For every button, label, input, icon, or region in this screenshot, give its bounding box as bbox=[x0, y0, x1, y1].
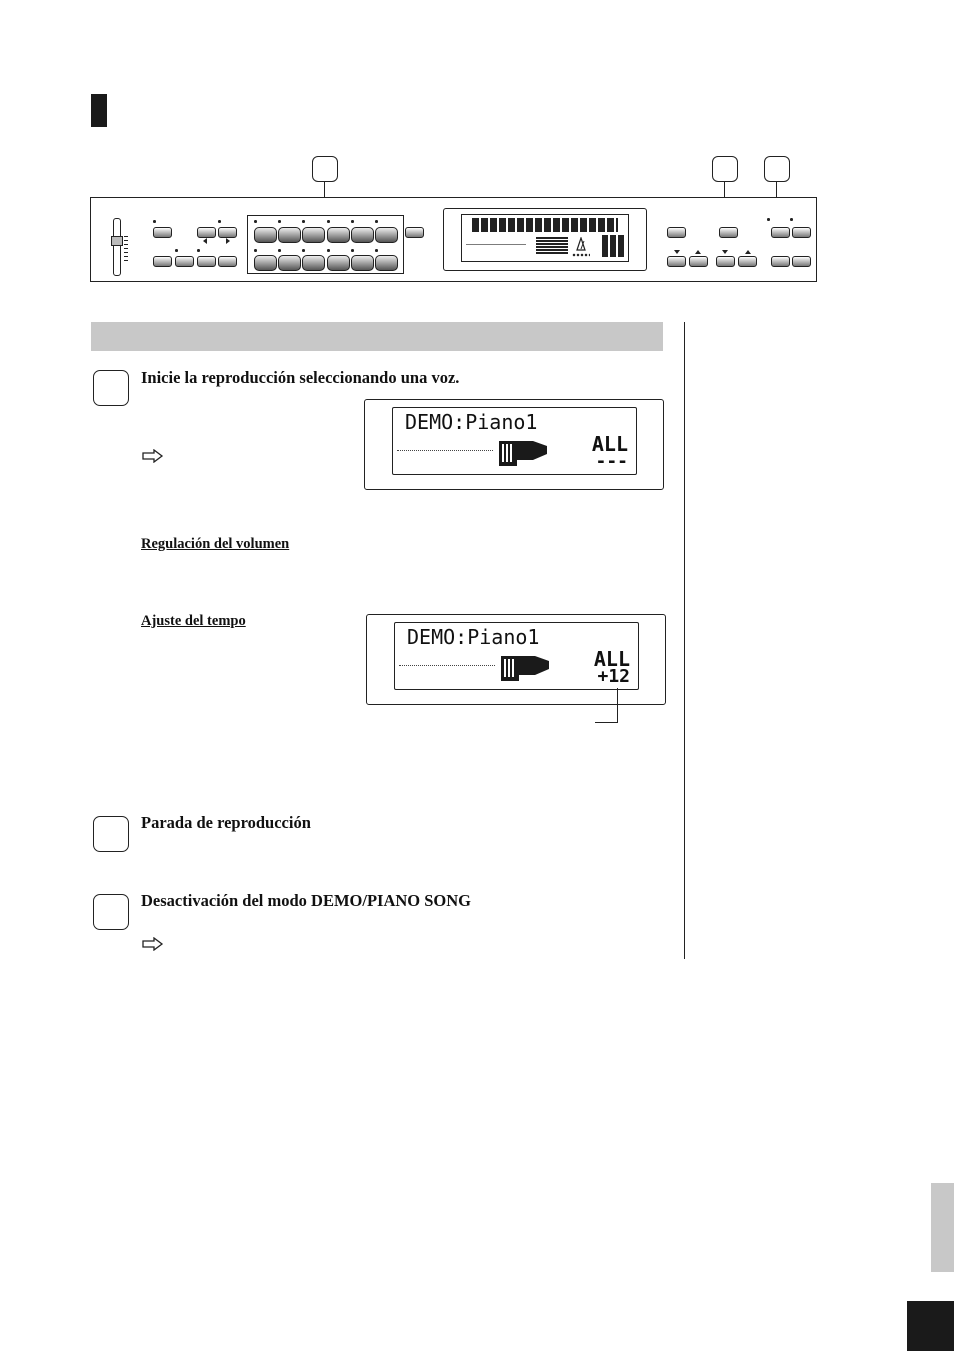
arrow-outline-right-icon bbox=[142, 449, 164, 468]
panel-button bbox=[716, 256, 735, 267]
column-divider bbox=[684, 322, 685, 959]
panel-lcd bbox=[443, 208, 647, 271]
lcd-line1: DEMO:Piano1 bbox=[407, 625, 540, 649]
heading-marker bbox=[91, 94, 107, 127]
control-panel-diagram bbox=[90, 197, 817, 282]
lcd-segment-row bbox=[472, 218, 618, 232]
lcd-indicators bbox=[466, 236, 526, 245]
panel-button bbox=[689, 256, 708, 267]
volume-subheading: Regulación del volumen bbox=[141, 536, 290, 552]
voice-button bbox=[302, 227, 325, 243]
panel-button bbox=[738, 256, 757, 267]
voice-button bbox=[278, 255, 301, 271]
panel-button bbox=[667, 227, 686, 238]
voice-button bbox=[375, 227, 398, 243]
voice-button bbox=[327, 255, 350, 271]
callout-voice-buttons bbox=[312, 156, 338, 182]
panel-button bbox=[197, 256, 216, 267]
master-volume-slider bbox=[113, 218, 121, 276]
lcd-display-2 bbox=[366, 614, 666, 705]
lcd-line1: DEMO:Piano1 bbox=[405, 410, 538, 434]
lcd-dots bbox=[572, 253, 590, 257]
panel-button bbox=[218, 227, 237, 238]
callout-button-c bbox=[764, 156, 790, 182]
step-number-box bbox=[93, 816, 129, 852]
panel-button bbox=[719, 227, 738, 238]
voice-button bbox=[351, 255, 374, 271]
panel-button bbox=[771, 256, 790, 267]
panel-button bbox=[405, 227, 424, 238]
lcd-value: +12 bbox=[597, 666, 630, 687]
piano-icon bbox=[499, 653, 551, 688]
step-3-title: Desactivación del modo DEMO/PIANO SONG bbox=[141, 891, 471, 910]
voice-button bbox=[302, 255, 325, 271]
panel-button bbox=[197, 227, 216, 238]
lcd-part: ALL bbox=[591, 432, 628, 456]
piano-icon bbox=[497, 438, 549, 473]
panel-button bbox=[792, 256, 811, 267]
lcd-bargraph bbox=[536, 237, 568, 254]
slider-scale bbox=[124, 236, 128, 264]
panel-button bbox=[175, 256, 194, 267]
metronome-icon bbox=[574, 237, 588, 251]
lcd-block bbox=[602, 235, 624, 257]
section-band bbox=[91, 322, 663, 351]
step-2-title: Parada de reproducción bbox=[141, 813, 311, 832]
panel-button bbox=[792, 227, 811, 238]
step-number-box bbox=[93, 894, 129, 930]
tempo-subheading: Ajuste del tempo bbox=[141, 613, 246, 629]
slider-knob bbox=[111, 236, 123, 246]
voice-button bbox=[278, 227, 301, 243]
value-leader-line bbox=[595, 722, 618, 723]
voice-button bbox=[254, 227, 277, 243]
voice-button bbox=[375, 255, 398, 271]
voice-button bbox=[254, 255, 277, 271]
step-1-title: Inicie la reproducción seleccionando una voz. bbox=[141, 368, 460, 387]
callout-button-b bbox=[712, 156, 738, 182]
panel-button bbox=[218, 256, 237, 267]
language-tab bbox=[931, 1183, 954, 1272]
panel-button bbox=[667, 256, 686, 267]
lcd-part: ALL bbox=[593, 647, 630, 671]
voice-button bbox=[327, 227, 350, 243]
panel-button bbox=[153, 227, 172, 238]
step-number-box bbox=[93, 370, 129, 406]
panel-button bbox=[771, 227, 790, 238]
voice-button bbox=[351, 227, 374, 243]
panel-button bbox=[153, 256, 172, 267]
page-number-tab bbox=[907, 1301, 954, 1351]
lcd-value: --- bbox=[595, 451, 628, 472]
value-leader-line bbox=[617, 688, 618, 722]
lcd-display-1 bbox=[364, 399, 664, 490]
arrow-outline-right-icon bbox=[142, 937, 164, 956]
